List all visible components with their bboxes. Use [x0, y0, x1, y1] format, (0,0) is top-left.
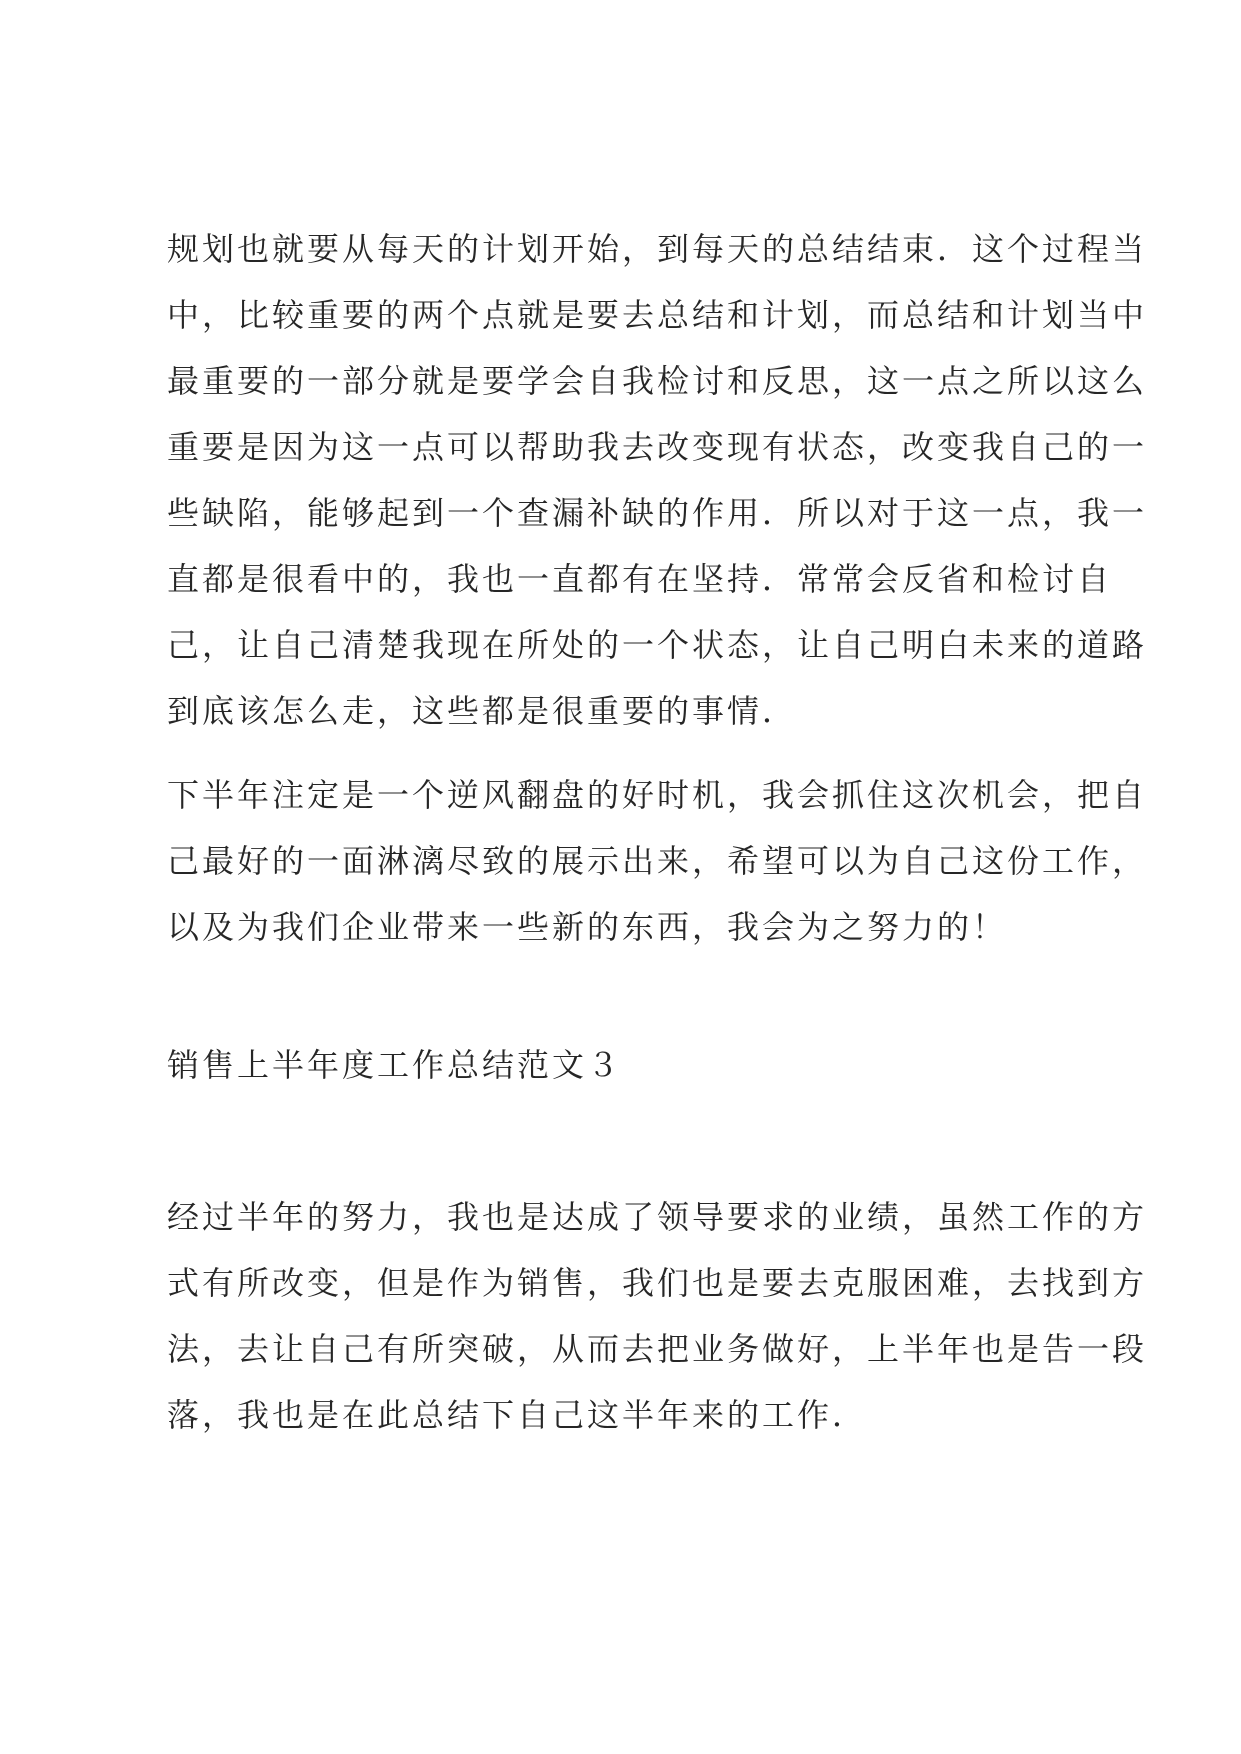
paragraph-line: 落，我也是在此总结下自己这半年来的工作． [167, 1396, 868, 1434]
paragraph-2 [167, 762, 1148, 960]
paragraph-line: 经过半年的努力，我也是达成了领导要求的业绩，虽然工作的方 [167, 1198, 1148, 1236]
paragraph-3 [167, 1184, 1148, 1448]
paragraph-1 [167, 216, 1148, 744]
section-heading-block [167, 1032, 1097, 1098]
paragraph-line: 法，去让自己有所突破，从而去把业务做好，上半年也是告一段 [167, 1330, 1148, 1368]
paragraph-line: 式有所改变，但是作为销售，我们也是要去克服困难，去找到方 [167, 1264, 1148, 1302]
paragraph-line: 直都是很看中的，我也一直都有在坚持．常常会反省和检讨自 [167, 560, 1113, 598]
paragraph-line: 以及为我们企业带来一些新的东西，我会为之努力的！ [167, 908, 1008, 946]
paragraph-line: 己，让自己清楚我现在所处的一个状态，让自己明白未来的道路 [167, 626, 1148, 664]
paragraph-line: 中，比较重要的两个点就是要去总结和计划，而总结和计划当中 [167, 296, 1148, 334]
paragraph-line: 下半年注定是一个逆风翻盘的好时机，我会抓住这次机会，把自 [167, 776, 1148, 814]
paragraph-line: 最重要的一部分就是要学会自我检讨和反思，这一点之所以这么 [167, 362, 1148, 400]
paragraph-line: 重要是因为这一点可以帮助我去改变现有状态，改变我自己的一 [167, 428, 1148, 466]
paragraph-line: 到底该怎么走，这些都是很重要的事情． [167, 692, 798, 730]
section-heading: 销售上半年度工作总结范文３ [167, 1046, 623, 1084]
paragraph-line: 规划也就要从每天的计划开始，到每天的总结结束．这个过程当 [167, 230, 1148, 268]
paragraph-line: 己最好的一面淋漓尽致的展示出来，希望可以为自己这份工作， [167, 842, 1148, 880]
paragraph-line: 些缺陷，能够起到一个查漏补缺的作用．所以对于这一点，我一 [167, 494, 1148, 532]
